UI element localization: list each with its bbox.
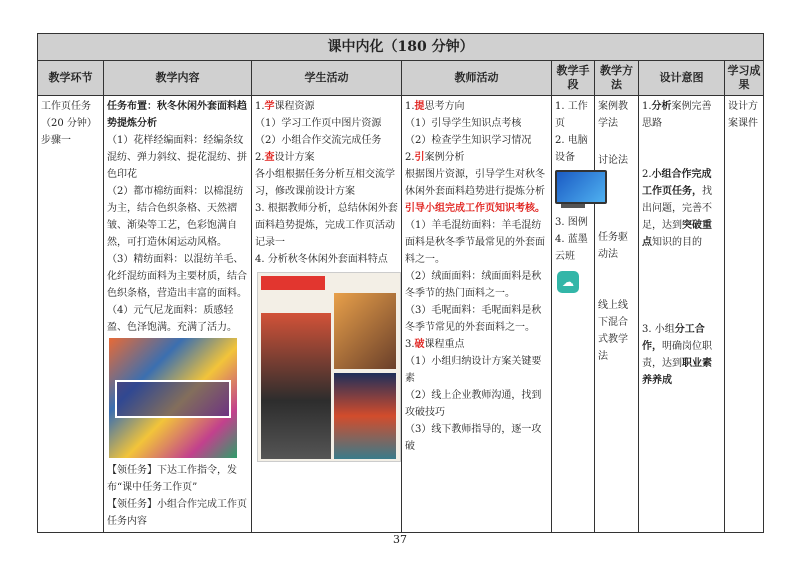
text: 知识的目的: [652, 237, 702, 248]
lead-label: 【领任务】: [107, 499, 157, 510]
trend-image-banner: [115, 380, 231, 418]
content-task: 任务布置：秋冬休闲外套面料趋势提炼分析: [107, 101, 247, 129]
content-item: （1）花样经编面料：经编条纹混纺、弹力斜纹、提花混纺、拼色印花: [107, 135, 247, 180]
screen-stand: [561, 204, 585, 208]
keyword: 小组合作完成工作页任务，: [642, 169, 712, 197]
result-cell: [725, 96, 764, 533]
lesson-plan-table: [37, 33, 764, 533]
highlight: 引导小组完成工作页知识考核。: [405, 203, 545, 214]
model-photo: [261, 313, 331, 459]
keyword: 提: [414, 101, 425, 112]
smart-board-icon: [555, 170, 607, 204]
intent-line: [642, 98, 721, 132]
teacher-line: [405, 98, 548, 115]
teacher-line: （1）羊毛混纺面料：羊毛混纺面料是秋冬季节最常见的外套面料之一。: [405, 220, 545, 265]
content-item: （2）都市棉纺面料：以棉混纺为主，结合色织条格、天然褶皱、渐染等工艺，色彩饱满自然，可打造休闲运动风格。: [107, 186, 244, 248]
text: 根据图片资源，引导学生对秋冬休闲外套面料趋势进行提炼分析: [405, 169, 545, 197]
spacer: [598, 132, 635, 152]
moodboard-title-banner: [261, 276, 325, 290]
teacher-line: （3）毛呢面料：毛呢面料是秋冬季节常见的外套面料之一。: [405, 305, 542, 333]
intent-cell: [639, 96, 725, 533]
text: 案例完善思路: [642, 101, 712, 129]
student-line: （2）小组合作交流完成任务: [255, 135, 382, 146]
student-cell: [252, 96, 402, 533]
text: 案例分析: [424, 152, 465, 163]
text: 设计方案: [274, 152, 315, 163]
method-item: 案例教学法: [598, 101, 628, 129]
teacher-line: （3）线下教师指导的，逐一攻破: [405, 424, 542, 452]
result-text: 设计方案课件: [728, 101, 758, 129]
lead-label: 【领任务】: [107, 465, 157, 476]
content-item: （4）元气尼龙面料：质感轻盈、色泽饱满。充满了活力。: [107, 305, 237, 333]
teacher-line: （2）检查学生知识学习情况: [405, 135, 532, 146]
keyword: 查: [264, 152, 275, 163]
fabric-moodboard-image: [257, 272, 401, 462]
num: 2.: [255, 152, 265, 163]
num: 1.: [255, 101, 265, 112]
num: 2.: [642, 169, 652, 180]
student-line: （1）学习工作页中图片资源: [255, 118, 382, 129]
keyword: 学: [264, 101, 275, 112]
instruction-text: 小组合作完成工作页任务内容: [107, 499, 247, 527]
stage-step: 步骤一: [41, 135, 71, 146]
teacher-line: [405, 166, 548, 217]
header-methods: 教学方法: [595, 61, 639, 96]
instruction-text: 下达工作指令，发布“课中任务工作页”: [107, 465, 237, 493]
student-line: 3. 根据教师分析，总结休闲外套面料趋势提炼，完成工作页活动记录一: [255, 203, 398, 248]
mosoink-app-icon: ☁: [557, 271, 579, 293]
means-cell: [552, 96, 595, 533]
model-photo: [334, 373, 396, 459]
teacher-line: （1）小组归纳设计方案关键要素: [405, 356, 542, 384]
num: 3. 小组: [642, 324, 675, 335]
text: 课程重点: [424, 339, 465, 350]
trend-collage-image: [109, 338, 237, 458]
stage-duration: （20 分钟）: [41, 118, 97, 129]
means-item: 3. 图例: [555, 217, 588, 228]
keyword: 职业素养养成: [642, 358, 712, 386]
methods-cell: [595, 96, 639, 533]
fabric-photo: [334, 293, 396, 369]
means-item: 1. 工作页: [555, 101, 588, 129]
text: 找出问题，完善不足，达到: [642, 186, 712, 231]
teacher-cell: [402, 96, 552, 533]
stage-name: 工作页任务: [41, 101, 91, 112]
keyword: 引: [414, 152, 425, 163]
student-line: 各小组根据任务分析互相交流学习，修改课前设计方案: [255, 169, 395, 197]
header-student: 学生活动: [252, 61, 402, 96]
content-item: （3）精纺面料：以混纺羊毛、化纤混纺面料为主要材质，结合色织条格，营造出丰富的面料。: [107, 254, 247, 299]
spacer: [642, 132, 721, 166]
header-content: 教学内容: [104, 61, 252, 96]
num: 1.: [405, 101, 415, 112]
content-cell: [104, 96, 252, 533]
num: 3.: [405, 339, 415, 350]
lesson-plan-table-wrapper: [37, 33, 763, 533]
keyword: 分工合作，: [642, 324, 705, 352]
spacer: [642, 251, 721, 321]
teacher-line: [405, 336, 548, 353]
header-result: 学习成果: [725, 61, 764, 96]
text: 思考方向: [424, 101, 465, 112]
num: 2.: [405, 152, 415, 163]
means-item: 4. 蓝墨云班: [555, 234, 588, 262]
num: 1.: [642, 101, 652, 112]
spacer: [598, 263, 635, 297]
keyword: 突破重点: [642, 220, 712, 248]
intent-line: [642, 166, 721, 251]
keyword: 破: [414, 339, 425, 350]
keyword: 分析: [651, 101, 672, 112]
content-instruction-2: [107, 496, 248, 530]
header-teacher: 教师活动: [402, 61, 552, 96]
teacher-line: （2）绒面面料：绒面面料是秋冬季节的热门面料之一。: [405, 271, 542, 299]
teacher-line: （2）线上企业教师沟通，找到攻破技巧: [405, 390, 542, 418]
method-item: 讨论法: [598, 155, 628, 166]
table-title: 课中内化（180 分钟）: [38, 34, 764, 61]
intent-line: [642, 321, 721, 389]
means-item: 2. 电脑设备: [555, 135, 588, 163]
teacher-line: （1）引导学生知识点考核: [405, 118, 522, 129]
student-line: [255, 149, 398, 166]
teacher-line: [405, 149, 548, 166]
header-stage: 教学环节: [38, 61, 104, 96]
method-item: 线上线下混合式教学法: [598, 300, 628, 362]
text: 课程资源: [274, 101, 315, 112]
content-instruction-1: [107, 462, 248, 496]
method-item: 任务驱动法: [598, 232, 628, 260]
header-intent: 设计意图: [639, 61, 725, 96]
page-number: 37: [393, 533, 407, 546]
student-line: 4. 分析秋冬休闲外套面料特点: [255, 254, 388, 265]
text: 明确岗位职责，达到: [642, 341, 712, 369]
student-line: [255, 98, 398, 115]
stage-cell: [38, 96, 104, 533]
header-means: 教学手段: [552, 61, 595, 96]
